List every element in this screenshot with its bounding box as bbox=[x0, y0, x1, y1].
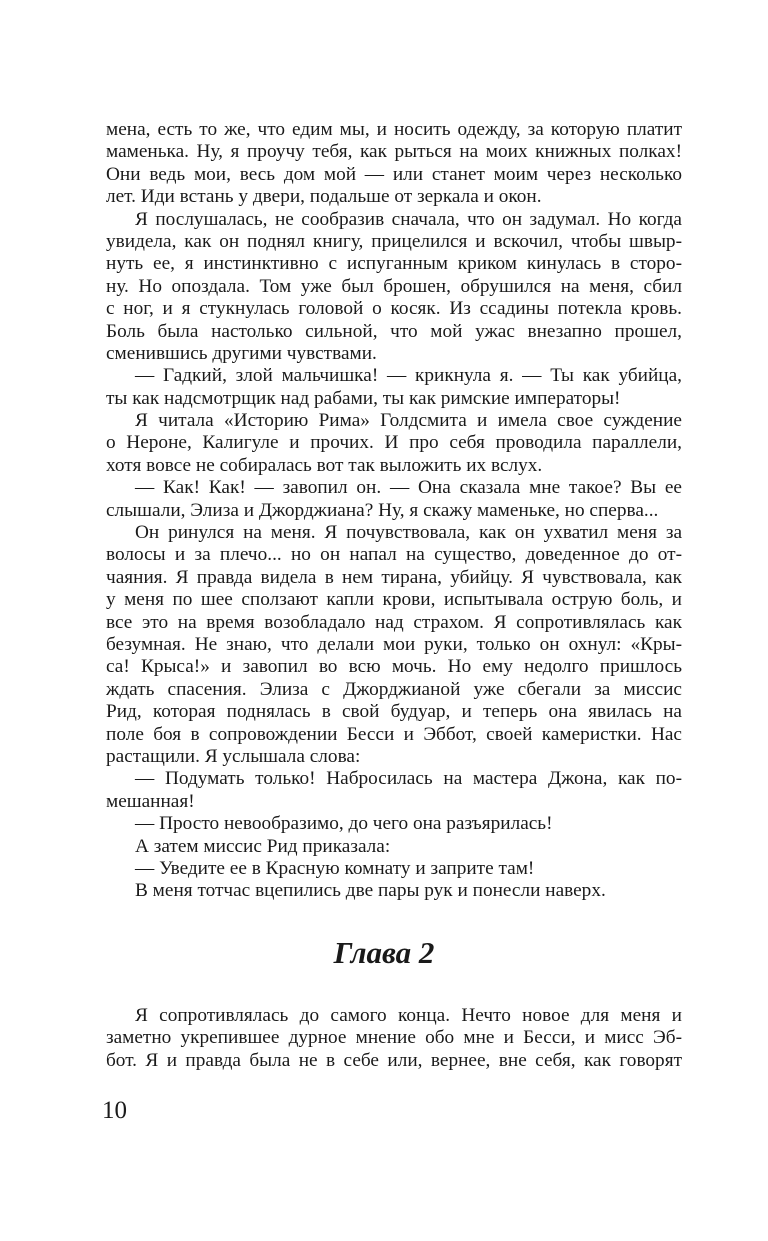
text-line: Боль была настолько сильной, что мой ужас внезапно прошел, bbox=[106, 320, 682, 342]
text-line: Они ведь мои, весь дом мой — или станет моим через несколько bbox=[106, 163, 682, 185]
text-line: лет. Иди встань у двери, подальше от зеркала и окон. bbox=[106, 186, 542, 208]
text-line: — Как! Как! — завопил он. — Она сказала мне такое? Вы ее bbox=[135, 477, 682, 499]
chapter-title: Глава 2 bbox=[333, 935, 435, 970]
text-block-bottom bbox=[106, 1005, 682, 1072]
text-line: заметно укрепившее дурное мнение обо мне и Бесси, и мисс Эб- bbox=[106, 1027, 682, 1049]
text-line: мена, есть то же, что едим мы, и носить одежду, за которую платит bbox=[106, 119, 682, 140]
paragraph bbox=[106, 858, 682, 880]
text-line: ты как надсмотрщик над рабами, ты как римские императоры! bbox=[106, 387, 621, 409]
text-line: Рид, которая поднялась в свой будуар, и теперь она явилась на bbox=[106, 701, 682, 723]
text-line: волосы и за плечо... но он напал на существо, доведенное до от- bbox=[106, 544, 682, 566]
text-line: бот. Я и правда была не в себе или, вернее, вне себя, как говорят bbox=[106, 1049, 682, 1071]
text-line: А затем миссис Рид приказала: bbox=[135, 835, 391, 857]
text-line: увидела, как он поднял книгу, прицелился и вскочил, чтобы швыр- bbox=[106, 230, 682, 252]
text-line: слышали, Элиза и Джорджиана? Ну, я скажу маменьке, но сперва... bbox=[106, 499, 659, 521]
text-line: безумная. Не знаю, что делали мои руки, только он охнул: «Кры- bbox=[106, 633, 682, 655]
text-line: сменившись другими чувствами. bbox=[106, 342, 377, 364]
text-line: — Уведите ее в Красную комнату и заприте там! bbox=[135, 857, 535, 879]
text-line: — Просто невообразимо, до чего она разъярилась! bbox=[135, 813, 553, 835]
text-line: ну. Но опоздала. Том уже был брошен, обрушился на меня, сбил bbox=[106, 275, 682, 297]
text-line: Он ринулся на меня. Я почувствовала, как он ухватил меня за bbox=[135, 522, 682, 544]
paragraph bbox=[106, 836, 682, 858]
text-line: — Подумать только! Набросилась на мастера Джона, как по- bbox=[135, 768, 682, 790]
text-line: Я послушалась, не сообразив сначала, что он задумал. Но когда bbox=[135, 208, 682, 230]
text-line: — Гадкий, злой мальчишка! — крикнула я. — Ты как убийца, bbox=[135, 365, 682, 387]
paragraph bbox=[106, 119, 682, 209]
text-line: у меня по шее сползают капли крови, испытывала острую боль, и bbox=[106, 589, 682, 611]
paragraph bbox=[106, 768, 682, 813]
paragraph bbox=[106, 880, 682, 902]
text-line: нуть ее, я инстинктивно с испуганным криком кинулась в сторо- bbox=[106, 253, 682, 275]
paragraph bbox=[106, 477, 682, 522]
text-line: ждать спасения. Элиза с Джорджианой уже сбегали за миссис bbox=[106, 678, 682, 700]
text-line: растащили. Я услышала слова: bbox=[106, 745, 361, 767]
paragraph bbox=[106, 209, 682, 366]
text-line: маменька. Ну, я проучу тебя, как рыться на моих книжных полках! bbox=[106, 141, 682, 163]
text-line: Я читала «Историю Рима» Голдсмита и имела свое суждение bbox=[135, 410, 682, 432]
text-block-top bbox=[106, 119, 682, 903]
paragraph bbox=[106, 522, 682, 768]
text-line: о Нероне, Калигуле и прочих. И про себя проводила параллели, bbox=[106, 432, 682, 454]
text-line: са! Крыса!» и завопил во всю мочь. Но ему недолго пришлось bbox=[106, 656, 682, 678]
text-line: Я сопротивлялась до самого конца. Нечто новое для меня и bbox=[135, 1005, 682, 1026]
text-line: мешанная! bbox=[106, 790, 195, 812]
page-number: 10 bbox=[102, 1097, 127, 1124]
text-line: все это на время возобладало над страхом. Я сопротивлялась как bbox=[106, 611, 682, 633]
text-line: чаяния. Я правда видела в нем тирана, убийцу. Я чувствовала, как bbox=[106, 566, 682, 588]
text-line: хотя вовсе не собиралась вот так выложить их вслух. bbox=[106, 454, 543, 476]
text-line: поле боя в сопровождении Бесси и Эббот, своей камеристки. Нас bbox=[106, 723, 682, 745]
paragraph bbox=[106, 1005, 682, 1072]
text-line: с ног, и я стукнулась головой о косяк. Из ссадины потекла кровь. bbox=[106, 298, 682, 320]
text-line: В меня тотчас вцепились две пары рук и понесли наверх. bbox=[135, 880, 606, 902]
paragraph bbox=[106, 410, 682, 477]
paragraph bbox=[106, 813, 682, 835]
paragraph bbox=[106, 365, 682, 410]
